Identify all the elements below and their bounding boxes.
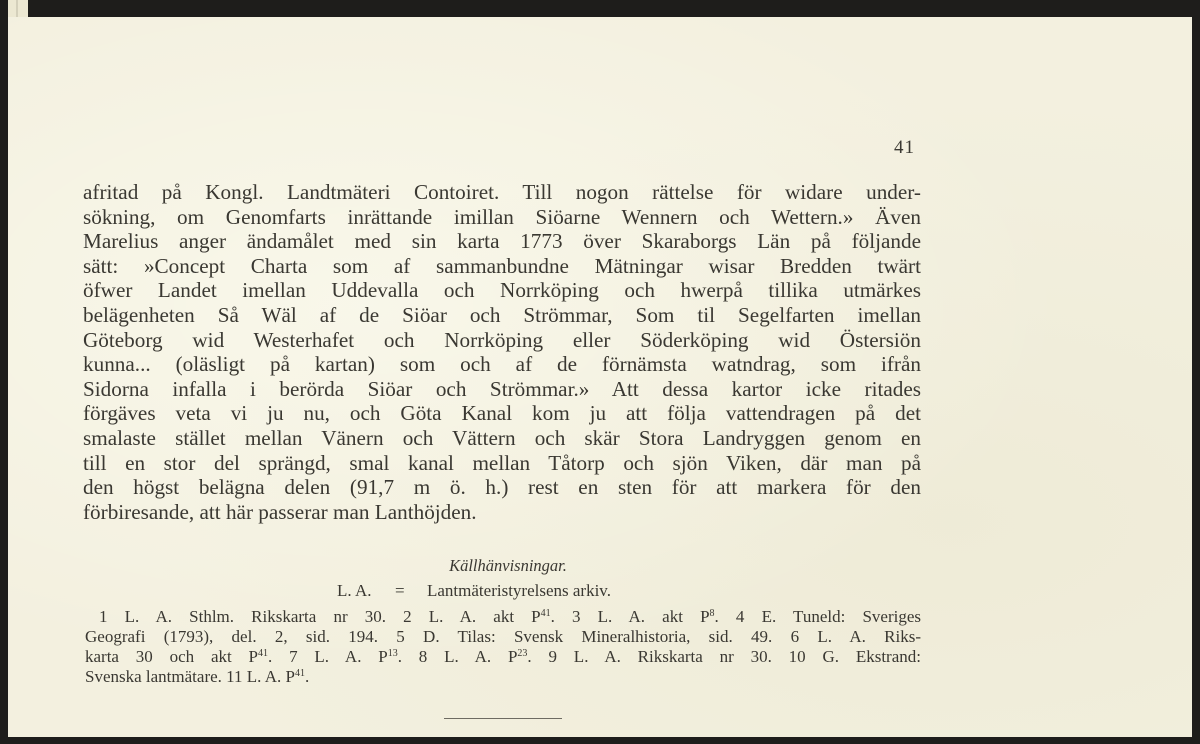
book-page <box>8 17 1192 737</box>
page-number: 41 <box>894 137 915 158</box>
scan-edge-strip <box>8 0 28 17</box>
references-title: Källhänvisningar. <box>449 556 567 575</box>
reference-superscript: 41 <box>540 608 551 619</box>
reference-superscript: 41 <box>294 668 305 679</box>
abbreviation-legend <box>337 581 611 601</box>
body-text <box>83 180 921 524</box>
footer-rule <box>444 718 562 719</box>
body-line: Göteborg wid Westerhafet och Norrköping eller Söderköping wid Östersiön <box>83 327 921 352</box>
reference-line: 1 L. A. Sthlm. Rikskarta nr 30. 2 L. A. akt $P^{41}$. 3 L. A. akt $P^8$. 4 E. Tuneld: Sveriges <box>99 607 922 626</box>
reference-superscript: 41 <box>258 648 269 659</box>
body-line: afritad på Kongl. Landtmäteri Contoiret. Till nogon rättelse för widare under- <box>83 180 921 204</box>
reference-superscript: 13 <box>387 648 398 659</box>
reference-line: Svenska lantmätare. 11 L. A. $P^{41}$. <box>85 667 310 686</box>
body-line: sökning, om Genomfarts inrättande imillan Siöarne Wennern och Wettern.» Även <box>83 204 921 229</box>
body-line: Sidorna infalla i berörda Siöar och Strömmar.» Att dessa kartor icke ritades <box>83 376 921 401</box>
body-line: till en stor del sprängd, smal kanal mellan Tåtorp och sjön Viken, där man på <box>83 450 921 475</box>
references-list <box>85 607 921 687</box>
body-line: belägenheten Så Wäl af de Siöar och Strömmar, Som til Segelfarten imellan <box>83 302 921 327</box>
body-line: sätt: »Concept Charta som af sammanbundne Mätningar wisar Bredden twärt <box>83 253 921 278</box>
body-line: smalaste stället mellan Vänern och Vättern och skär Stora Landryggen genom en <box>83 425 921 450</box>
reference-line: Geografi (1793), del. 2, sid. 194. 5 D. Tilas: Svensk Mineralhistoria, sid. 49. 6 L. A. Riks- <box>85 627 921 646</box>
reference-superscript: 23 <box>517 648 528 659</box>
abbreviation: L. A. <box>337 581 372 600</box>
body-line: Marelius anger ändamålet med sin karta 1773 över Skaraborgs Län på följande <box>83 229 921 254</box>
body-line: öfwer Landet imellan Uddevalla och Norrköping och hwerpå tillika utmärkes <box>83 278 921 303</box>
equals-sign: = <box>395 581 405 600</box>
reference-superscript: 8 <box>709 608 715 619</box>
body-line: förbiresande, att här passerar man Lanthöjden. <box>83 499 477 524</box>
abbreviation-meaning: Lantmäteristyrelsens arkiv. <box>427 581 611 600</box>
reference-line: karta 30 och akt $P^{41}$. 7 L. A. $P^{13}$. 8 L. A. $P^{23}$. 9 L. A. Rikskarta nr 30. 10 G. Ekstrand: <box>85 647 921 666</box>
body-line: den högst belägna delen (91,7 m ö. h.) rest en sten för att markera för den <box>83 475 921 500</box>
body-line: kunna... (oläsligt på kartan) som och af de förnämsta watndrag, som ifrån <box>83 352 921 377</box>
body-line: förgäves veta vi ju nu, och Göta Kanal kom ju att följa vattendragen på det <box>83 401 921 426</box>
